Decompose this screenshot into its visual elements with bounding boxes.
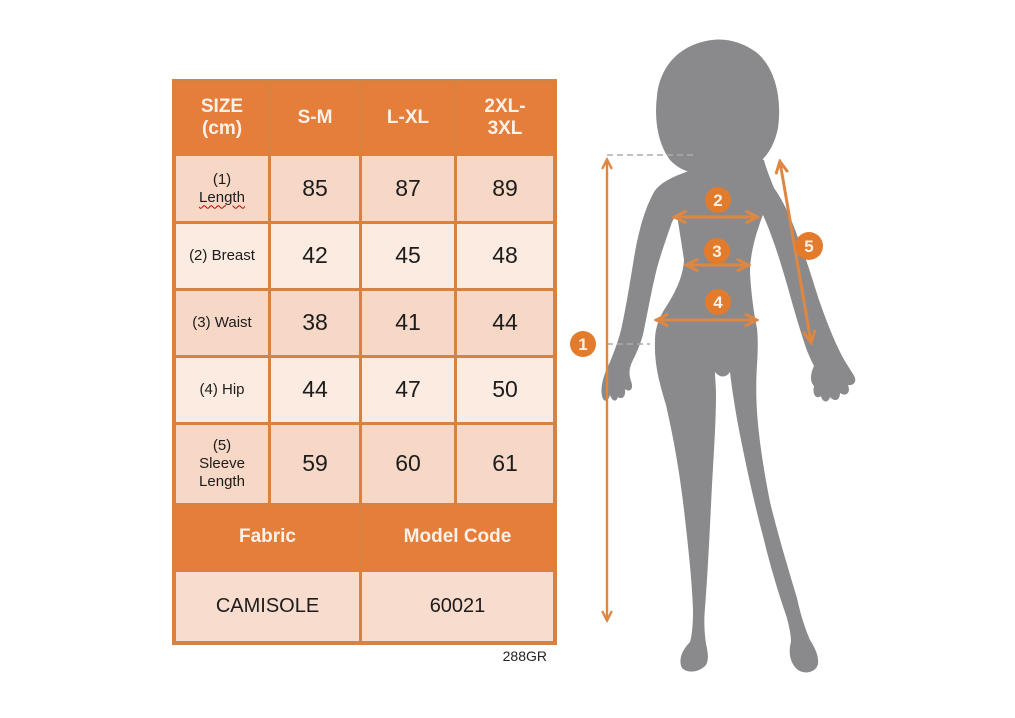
column-header-line: 2XL- (484, 95, 526, 117)
marker-number: 1 (578, 335, 588, 354)
column-header-line: 3XL (487, 118, 523, 139)
row-label-line: (1) (212, 170, 232, 188)
row-label-line: Sleeve (199, 455, 245, 473)
row-label-line: (4) Hip (199, 381, 245, 399)
weight-note: 288GR (502, 648, 547, 664)
size-chart-table (172, 79, 557, 645)
marker-2 (705, 187, 731, 213)
marker-number: 5 (804, 237, 814, 256)
size-value: 50 (457, 358, 553, 422)
size-value: 60 (362, 425, 454, 503)
row-label-line: (5) (212, 437, 232, 455)
size-value: 45 (362, 224, 454, 288)
marker-1 (570, 331, 596, 357)
marker-4 (705, 289, 731, 315)
row-label-line: Length (199, 472, 245, 490)
column-header-size (176, 83, 268, 153)
column-header-line: SIZE (200, 95, 244, 117)
size-value: 47 (362, 358, 454, 422)
marker-number: 2 (713, 191, 723, 210)
row-label-length (176, 156, 268, 221)
size-value: 41 (362, 291, 454, 355)
column-header-line: (cm) (201, 118, 243, 139)
marker-number: 4 (713, 293, 723, 312)
marker-5 (795, 232, 823, 260)
column-header-lxl (362, 83, 454, 153)
row-label-line: (2) Breast (189, 247, 255, 265)
column-header-sm (271, 83, 359, 153)
fabric-value: CAMISOLE (176, 572, 359, 641)
model-code-value: 60021 (362, 572, 553, 641)
row-label-hip (176, 358, 268, 422)
row-label-line: (3) Waist (192, 314, 252, 332)
column-header-line: L-XL (386, 106, 430, 128)
size-value: 59 (271, 425, 359, 503)
size-value: 44 (457, 291, 553, 355)
fabric-header: Fabric (176, 506, 359, 569)
size-value: 48 (457, 224, 553, 288)
size-value: 44 (271, 358, 359, 422)
body-silhouette-path (601, 147, 855, 672)
column-header-2xl3xl (457, 83, 553, 153)
row-label-breast (176, 224, 268, 288)
measurement-diagram (560, 20, 1015, 710)
column-header-line: S-M (297, 106, 333, 128)
row-label-waist (176, 291, 268, 355)
size-value: 42 (271, 224, 359, 288)
size-value: 85 (271, 156, 359, 221)
model-code-header: Model Code (362, 506, 553, 569)
marker-number: 3 (712, 242, 722, 261)
row-label-line: Length (199, 188, 245, 206)
size-value: 87 (362, 156, 454, 221)
size-value: 61 (457, 425, 553, 503)
row-label-sleeve-length (176, 425, 268, 503)
marker-3 (704, 238, 730, 264)
size-value: 89 (457, 156, 553, 221)
size-value: 38 (271, 291, 359, 355)
